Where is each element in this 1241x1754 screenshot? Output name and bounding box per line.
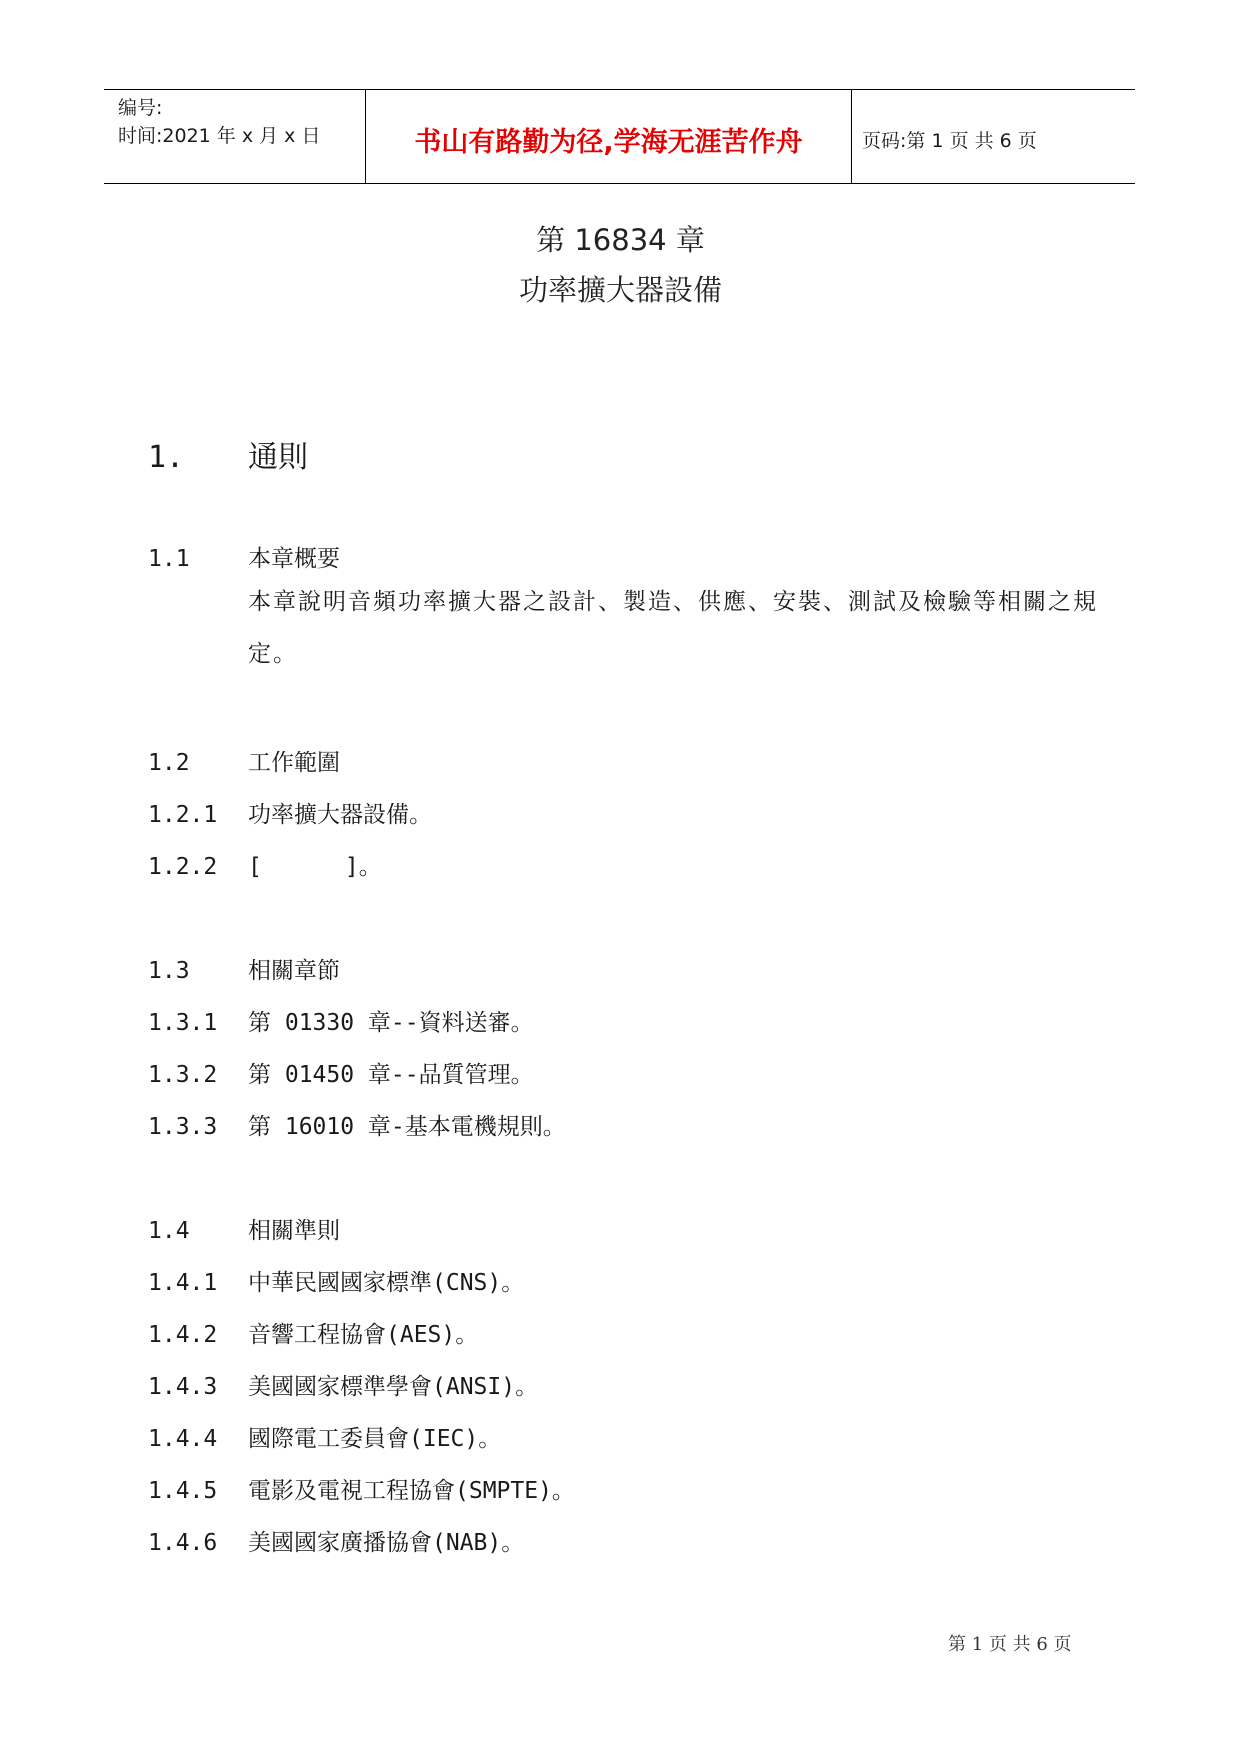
item-text: 第 16010 章-基本電機規則。 [248,1114,566,1140]
item-number: 1.4.6 [148,1530,218,1556]
list-item [148,1004,534,1037]
page-footer: 第 1 页 共 6 页 [948,1634,1072,1655]
list-item [148,1524,524,1557]
item-text: 國際電工委員會(IEC)。 [248,1426,502,1452]
item-text: [ ]。 [248,854,382,880]
header-info-cell [104,90,366,183]
subsection-number: 1.4 [148,1218,190,1244]
item-text: 美國國家廣播協會(NAB)。 [248,1530,525,1556]
subsection-title: 相關準則 [248,1218,340,1244]
item-number: 1.4.2 [148,1322,218,1348]
date-text: 时间:2021 年 x 月 x 日 [118,125,321,147]
motto-text: 书山有路勤为径,学海无涯苦作舟 [414,127,803,158]
item-text: 音響工程協會(AES)。 [248,1322,479,1348]
item-number: 1.3.1 [148,1010,218,1036]
subsection-number: 1.3 [148,958,190,984]
subsection-number: 1.2 [148,750,190,776]
item-text: 第 01450 章--品質管理。 [248,1062,534,1088]
section-heading [148,432,308,476]
serial-label: 编号: [118,97,163,119]
list-item [148,848,382,881]
item-text: 第 01330 章--資料送審。 [248,1010,534,1036]
subsection-title: 工作範圍 [248,750,340,776]
list-item [148,1368,538,1401]
item-text: 電影及電視工程協會(SMPTE)。 [248,1478,575,1504]
item-number: 1.4.3 [148,1374,218,1400]
list-item [148,1316,478,1349]
chapter-number: 第 16834 章 [536,223,705,257]
item-number: 1.3.3 [148,1114,218,1140]
subsection-heading [148,540,340,573]
header-page-text: 页码:第 1 页 共 6 页 [862,130,1037,152]
subsection-title: 本章概要 [248,546,340,572]
subsection-heading [148,952,340,985]
subsection-number: 1.1 [148,546,190,572]
chapter-title: 功率擴大器設備 [518,273,722,307]
list-item [148,1108,566,1141]
subsection-title: 相關章節 [248,958,340,984]
list-item [148,1420,501,1453]
list-item [148,796,432,829]
header-page-cell [852,90,1135,183]
item-text: 中華民國國家標準(CNS)。 [248,1270,525,1296]
item-number: 1.3.2 [148,1062,218,1088]
item-text: 功率擴大器設備。 [248,802,432,828]
list-item [148,1472,575,1505]
section-number: 1. [148,440,185,475]
subsection-heading [148,1212,340,1245]
item-text: 美國國家標準學會(ANSI)。 [248,1374,539,1400]
section-title: 通則 [248,440,308,475]
list-item [148,1056,534,1089]
page-header [104,89,1135,184]
header-motto-cell [366,90,852,183]
list-item [148,1264,524,1297]
subsection-heading [148,744,340,777]
item-number: 1.2.2 [148,854,218,880]
item-number: 1.2.1 [148,802,218,828]
item-number: 1.4.1 [148,1270,218,1296]
item-number: 1.4.5 [148,1478,218,1504]
item-number: 1.4.4 [148,1426,218,1452]
subsection-paragraph: 本章說明音頻功率擴大器之設計、製造、供應、安裝、測試及檢驗等相關之規定。 [248,589,1098,667]
